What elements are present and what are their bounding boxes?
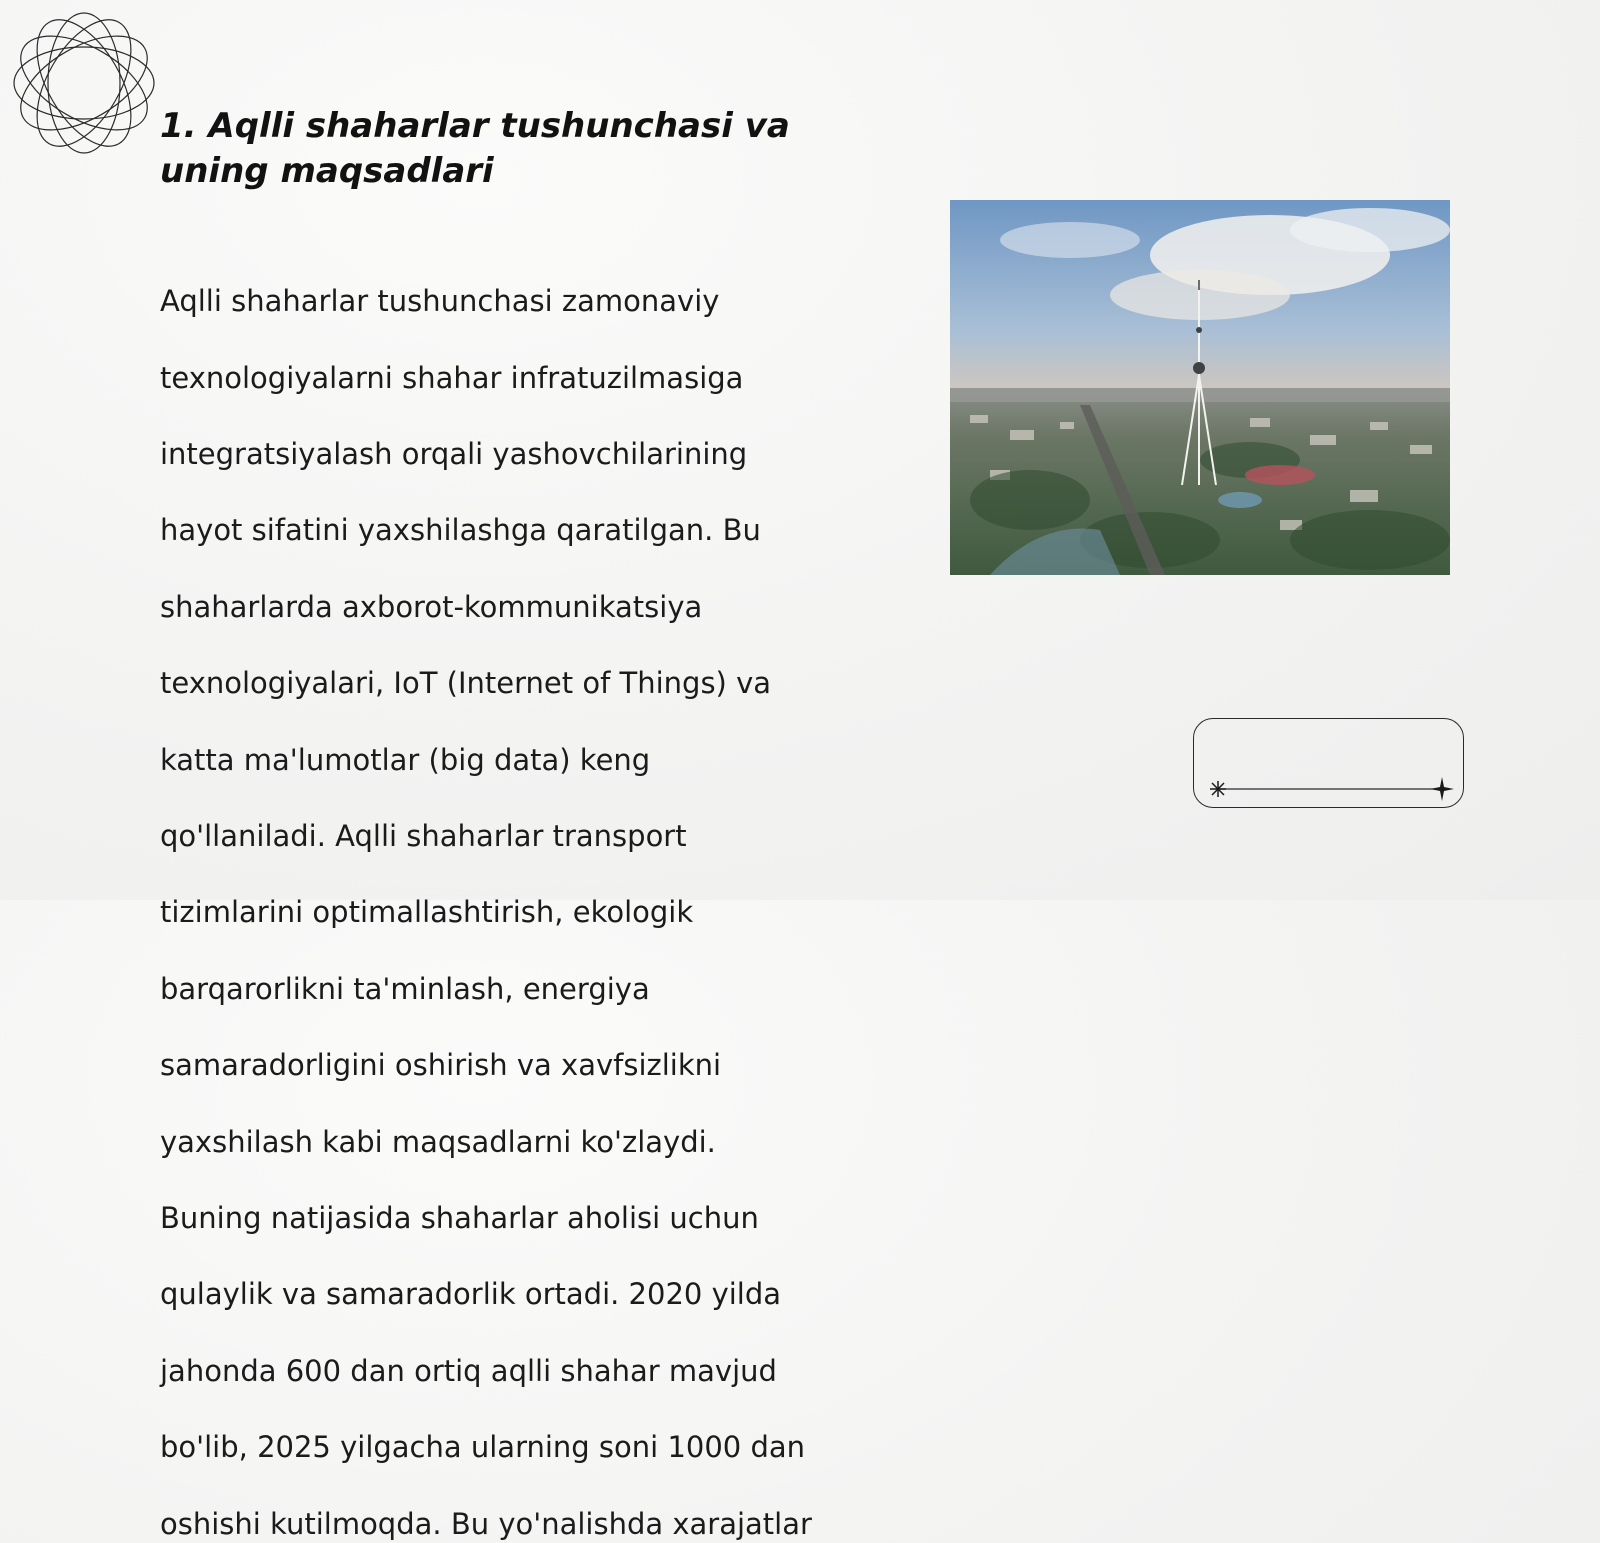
body-line: oshishi kutilmoqda. Bu yo'nalishda xarajatlar — [160, 1506, 812, 1541]
body-line: yaxshilash kabi maqsadlarni ko'zlaydi. — [160, 1124, 716, 1159]
body-line: hayot sifatini yaxshilashga qaratilgan. Bu — [160, 513, 761, 548]
body-line: jahonda 600 dan ortiq aqlli shahar mavjud — [160, 1353, 777, 1388]
body-line: shaharlarda axborot-kommunikatsiya — [160, 589, 703, 624]
body-line: barqarorlikni ta'minlash, energiya — [160, 971, 650, 1006]
body-line: qo'llaniladi. Aqlli shaharlar transport — [160, 819, 687, 854]
body-line: tizimlarini optimallashtirish, ekologik — [160, 895, 694, 930]
title-line: 1. Aqlli shaharlar tushunchasi va — [160, 106, 790, 146]
interlocking-circles-icon — [10, 8, 158, 158]
body-line: texnologiyalarni shahar infratuzilmasiga — [160, 360, 744, 395]
body-line: Buning natijasida shaharlar aholisi uchun — [160, 1201, 759, 1236]
body-line: integratsiyalash orqali yashovchilarining — [160, 437, 748, 472]
title-line: uning maqsadlari — [160, 151, 494, 191]
body-line: samaradorligini oshirish va xavfsizlikni — [160, 1048, 722, 1083]
body-line: qulaylik va samaradorlik ortadi. 2020 yilda — [160, 1277, 782, 1312]
four-point-star-icon — [1430, 777, 1454, 801]
body-line: bo'lib, 2025 yilgacha ularning soni 1000 dan — [160, 1430, 806, 1465]
body-line: katta ma'lumotlar (big data) keng — [160, 742, 651, 777]
city-tv-tower-photo — [950, 200, 1450, 575]
sparkle-icon — [1210, 781, 1226, 797]
decorative-outline-frame — [1193, 718, 1464, 808]
body-line: Aqlli shaharlar tushunchasi zamonaviy — [160, 284, 720, 319]
slide-title — [160, 104, 820, 194]
body-paragraph — [160, 244, 840, 1543]
body-line: texnologiyalari, IoT (Internet of Things) va — [160, 666, 772, 701]
